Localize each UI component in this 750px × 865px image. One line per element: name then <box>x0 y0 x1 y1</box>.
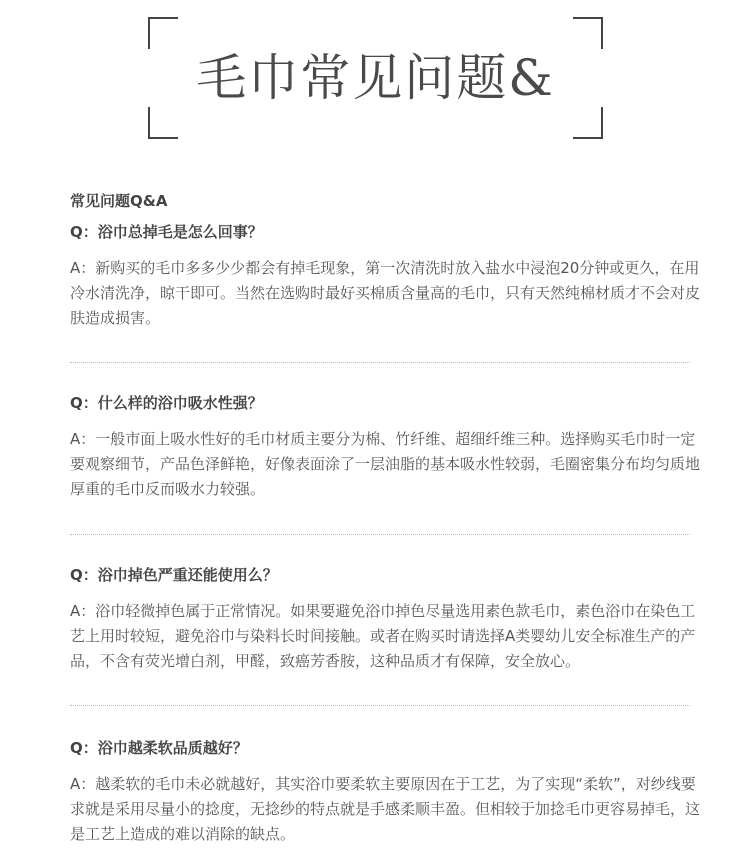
question: Q：浴巾掉色严重还能使用么？ <box>70 566 278 584</box>
qa-item <box>70 737 701 847</box>
question: Q：什么样的浴巾吸水性强？ <box>70 394 263 412</box>
answer: A：浴巾轻微掉色属于正常情况。如果要避免浴巾掉色尽量选用素色款毛巾，素色浴巾在染色工艺上用时较短，避免浴巾与染料长时间接触。或者在购买时请选择A类婴幼儿安全标准生产的产品，不含有荧光增白剂，甲醛，致癌芳香胺，这种品质才有保障，安全放心。 <box>70 602 696 670</box>
frame-corner-bottom-left <box>148 107 178 139</box>
divider <box>70 362 690 363</box>
qa-item <box>70 392 701 502</box>
title-frame <box>148 17 603 139</box>
page-title: 毛巾常见问题& <box>196 49 555 107</box>
section-heading: 常见问题Q&A <box>70 192 168 210</box>
answer: A：一般市面上吸水性好的毛巾材质主要分为棉、竹纤维、超细纤维三种。选择购买毛巾时一定要观察细节，产品色泽鲜艳，好像表面涂了一层油脂的基本吸水性较弱，毛圈密集分布均匀质地厚重的毛巾反而吸水力较强。 <box>70 430 701 498</box>
question: Q：浴巾总掉毛是怎么回事？ <box>70 223 263 241</box>
divider <box>70 705 690 706</box>
question: Q：浴巾越柔软品质越好？ <box>70 739 248 757</box>
frame-corner-bottom-right <box>573 107 603 139</box>
frame-corner-top-right <box>573 17 603 49</box>
answer: A：越柔软的毛巾未必就越好，其实浴巾要柔软主要原因在于工艺，为了实现“柔软”，对纱线要求就是采用尽量小的捻度，无捻纱的特点就是手感柔顺丰盈。但相较于加捻毛巾更容易掉毛，这是工艺上造成的难以消除的缺点。 <box>70 775 701 843</box>
divider <box>70 534 690 535</box>
answer: A：新购买的毛巾多多少少都会有掉毛现象，第一次清洗时放入盐水中浸泡20分钟或更久，在用冷水清洗净，晾干即可。当然在选购时最好买棉质含量高的毛巾，只有天然纯棉材质才不会对皮肤造成损害。 <box>70 259 701 327</box>
qa-item <box>70 221 701 331</box>
frame-corner-top-left <box>148 17 178 49</box>
qa-item <box>70 564 696 674</box>
